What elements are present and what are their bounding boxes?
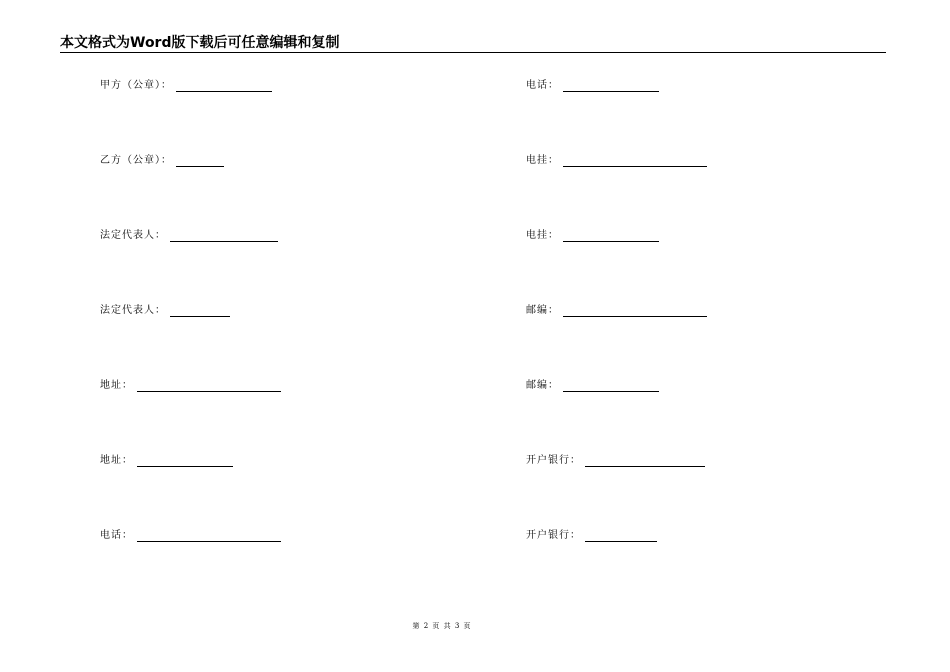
page-number-footer: 第 2 页 共 3 页 [412, 622, 472, 630]
address-b-field [100, 455, 233, 467]
phone-a-label: 电话： [100, 530, 133, 541]
bank-b-label: 开户银行： [526, 530, 581, 541]
document-header-title: 本文格式为Word版下载后可任意编辑和复制 [60, 35, 340, 51]
postcode-a-field [526, 305, 707, 317]
address-a-blank[interactable] [137, 380, 281, 392]
party-a-seal-field [100, 80, 272, 92]
phone-a-field [100, 530, 281, 542]
postcode-a-label: 邮编： [526, 305, 559, 316]
bank-a-label: 开户银行： [526, 455, 581, 466]
phone-b-blank[interactable] [563, 80, 659, 92]
cable-b-label: 电挂： [526, 230, 559, 241]
cable-a-label: 电挂： [526, 155, 559, 166]
party-b-seal-blank[interactable] [176, 155, 224, 167]
header-rule [60, 52, 886, 53]
legal-rep-a-label: 法定代表人： [100, 230, 166, 241]
address-b-blank[interactable] [137, 455, 233, 467]
legal-rep-b-field [100, 305, 230, 317]
party-b-seal-field [100, 155, 224, 167]
bank-a-field [526, 455, 705, 467]
party-a-seal-label: 甲方（公章）： [100, 80, 172, 91]
cable-b-blank[interactable] [563, 230, 659, 242]
cable-a-field [526, 155, 707, 167]
address-a-field [100, 380, 281, 392]
legal-rep-b-blank[interactable] [170, 305, 230, 317]
legal-rep-a-blank[interactable] [170, 230, 278, 242]
legal-rep-a-field [100, 230, 278, 242]
legal-rep-b-label: 法定代表人： [100, 305, 166, 316]
party-a-seal-blank[interactable] [176, 80, 272, 92]
cable-a-blank[interactable] [563, 155, 707, 167]
phone-b-label: 电话： [526, 80, 559, 91]
party-b-seal-label: 乙方（公章）： [100, 155, 172, 166]
address-a-label: 地址： [100, 380, 133, 391]
postcode-b-field [526, 380, 659, 392]
postcode-b-blank[interactable] [563, 380, 659, 392]
postcode-a-blank[interactable] [563, 305, 707, 317]
bank-b-blank[interactable] [585, 530, 657, 542]
bank-a-blank[interactable] [585, 455, 705, 467]
phone-a-blank[interactable] [137, 530, 281, 542]
postcode-b-label: 邮编： [526, 380, 559, 391]
cable-b-field [526, 230, 659, 242]
phone-b-field [526, 80, 659, 92]
address-b-label: 地址： [100, 455, 133, 466]
bank-b-field [526, 530, 657, 542]
